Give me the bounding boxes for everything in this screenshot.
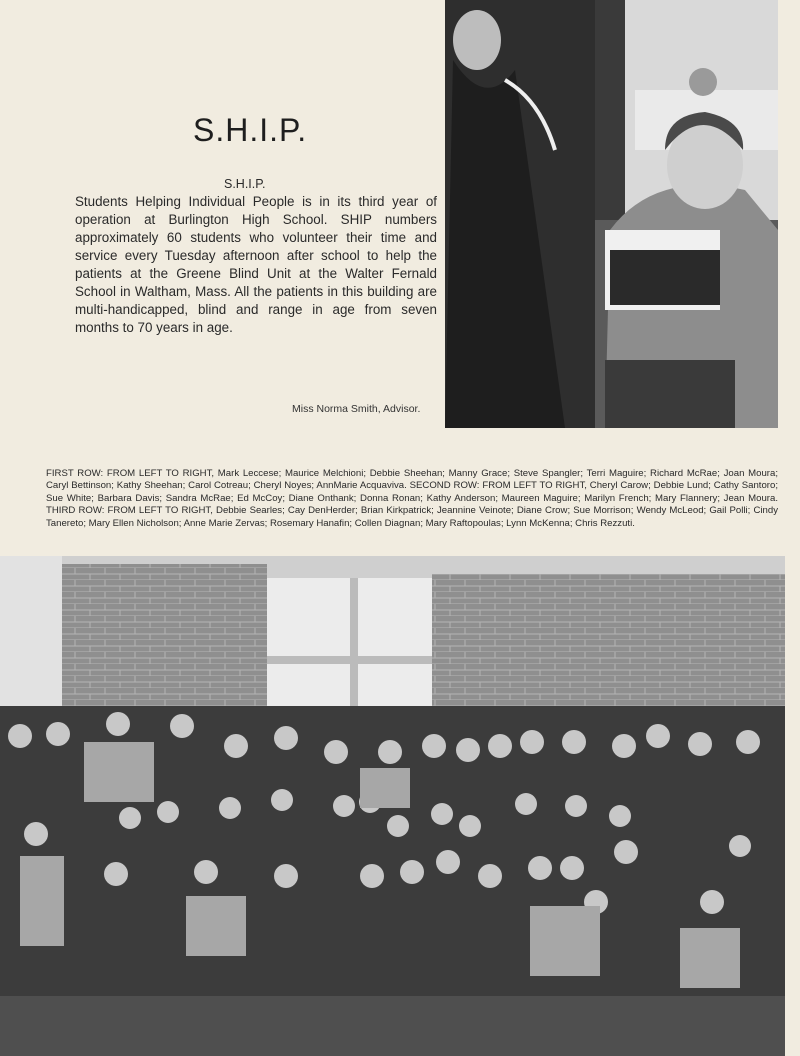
group-photo-caption: FIRST ROW: FROM LEFT TO RIGHT, Mark Leccese; Maurice Melchioni; Debbie Sheehan; Manny Grace; Steve Spangler; Terri Maguire; Richard McRae; Joan Moura; Caryl Bettinson; Kathy Sheehan; Carol Cotreau; Cheryl Noyes; AnnMarie Acquaviva. SECOND ROW: FROM LEFT TO RIGHT, Cheryl Carow; Debbie Lund; Cathy Santoro; Sue White; Barbara Davis; Sandra McRae; Ed McCoy; Diane Onthank; Donna Ronan; Kathy Anderson; Maureen Maguire; Marilyn French; Mary Flannery; Jean Moura. THIRD ROW: FROM LEFT TO RIGHT, Debbie Searles; Cay DenHerder; Brian Kirkpatrick; Jeannine Veinote; Diane Crow; Sue Morrison; Wendy McLeod; Gail Polli; Cindy Tanereto; Mary Ellen Nicholson; Anne Marie Zervas; Rosemary Hanafin; Collen Diagnan; Mary Raftopoulas; Lynn McKenna; Chris Rezzuti. [46, 468, 778, 529]
advisor-photo [445, 0, 778, 428]
article-subtitle: S.H.I.P. [224, 177, 266, 191]
advisor-caption: Miss Norma Smith, Advisor. [292, 403, 421, 415]
page-title: S.H.I.P. [193, 112, 308, 148]
group-photo [0, 556, 785, 1056]
article-body: Students Helping Individual People is in its third year of operation at Burlington High School. SHIP numbers approximately 60 students who volunteer their time and service every Tuesday afternoon after school to help the patients at the Greene Blind Unit at the Walter Fernald School in Waltham, Mass. All the patients in this building are multi-handicapped, blind and range in age from seven months to 70 years in age. [75, 194, 437, 335]
